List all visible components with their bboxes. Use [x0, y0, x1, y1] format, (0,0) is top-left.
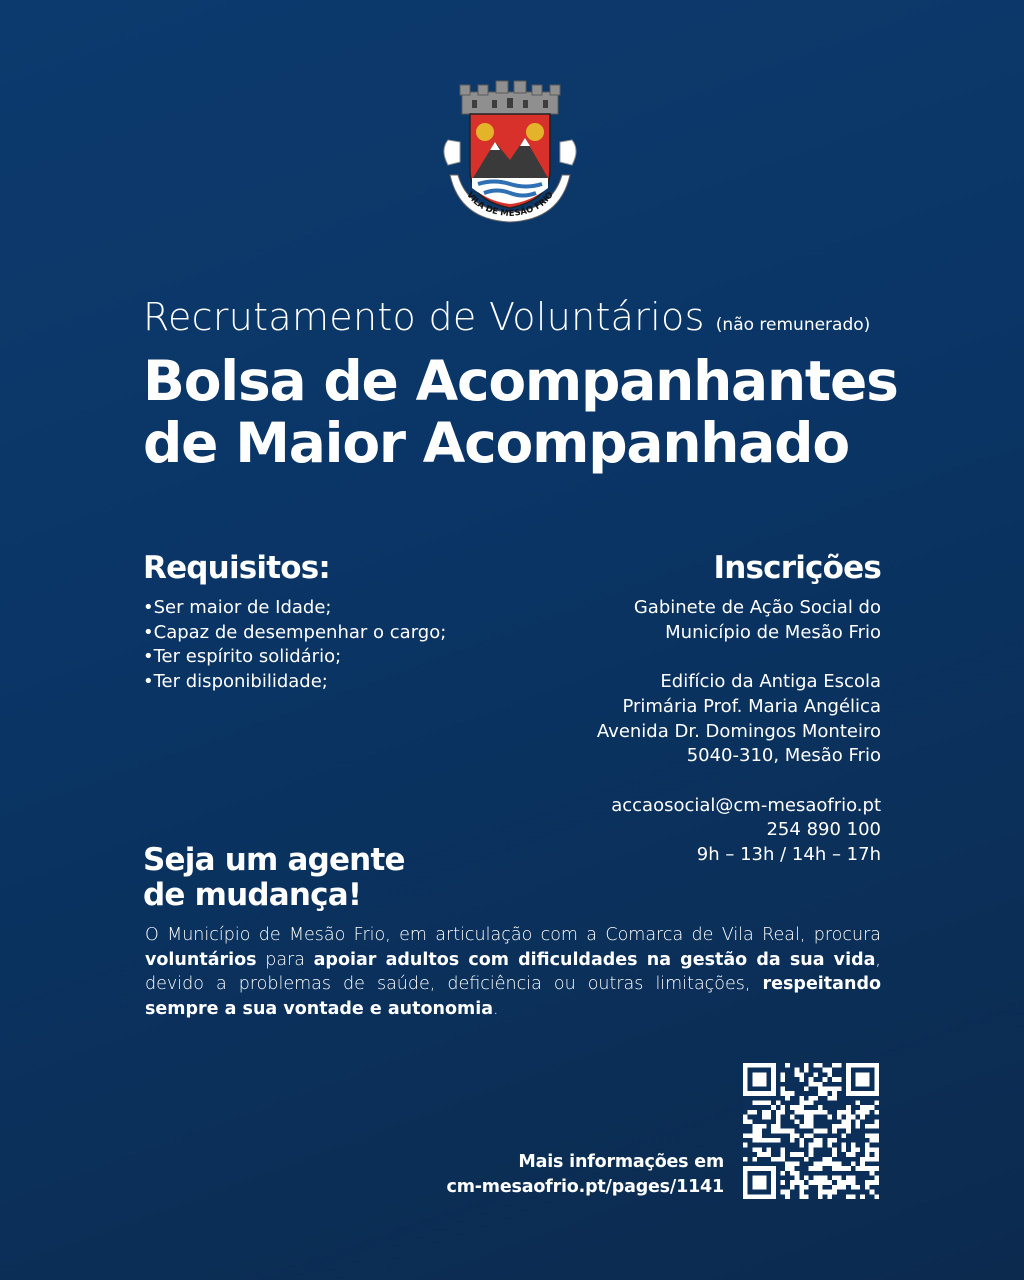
- requirements-list: [143, 596, 446, 695]
- requirement-item: • Capaz de desempenhar o cargo;: [143, 621, 446, 646]
- requirement-item: • Ter espírito solidário;: [143, 645, 446, 670]
- qr-code[interactable]: [743, 1063, 879, 1199]
- agent-heading-line-2: de mudança!: [143, 877, 362, 913]
- paragraph-bold: respeitando sempre a sua vontade e autonomia: [145, 974, 881, 1020]
- paragraph-bold: apoiar adultos com dificuldades na gestão da sua vida: [313, 949, 876, 970]
- requirements-heading: Requisitos:: [143, 550, 331, 586]
- subtitle: Recrutamento de Voluntários: [143, 295, 705, 339]
- title-line-1: Bolsa de Acompanhantes: [143, 349, 898, 413]
- address-line: Primária Prof. Maria Angélica: [622, 695, 881, 717]
- description-paragraph: [145, 923, 881, 1022]
- title-line-2: de Maior Acompanhado: [143, 411, 849, 475]
- paragraph-bold: voluntários: [145, 949, 257, 970]
- agent-heading: [143, 843, 405, 913]
- more-info-label: Mais informações em: [518, 1152, 724, 1172]
- address-line: Avenida Dr. Domingos Monteiro: [596, 720, 881, 742]
- registration-info: [461, 596, 881, 868]
- address-line: 5040-310, Mesão Frio: [686, 745, 881, 767]
- subtitle-line: [143, 295, 870, 339]
- phone-number[interactable]: 254 890 100: [766, 819, 881, 841]
- paragraph-text: .: [493, 999, 499, 1020]
- more-info: [447, 1150, 724, 1200]
- opening-hours: 9h – 13h / 14h – 17h: [696, 844, 881, 865]
- paragraph-text: O Município de Mesão Frio, em articulação com a Comarca de Vila Real, procura: [145, 925, 881, 945]
- requirement-item: • Ser maior de Idade;: [143, 596, 446, 621]
- office-line: Município de Mesão Frio: [665, 621, 881, 643]
- subtitle-note: (não remunerado): [715, 315, 871, 335]
- agent-heading-line-1: Seja um agente: [143, 842, 405, 878]
- registration-heading: Inscrições: [713, 550, 881, 586]
- more-info-link[interactable]: cm-mesaofrio.pt/pages/1141: [446, 1177, 724, 1197]
- office-line: Gabinete de Ação Social do: [633, 597, 881, 618]
- email-link[interactable]: accaosocial@cm-mesaofrio.pt: [611, 794, 881, 816]
- crest-motto: VILA DE MESÃO FRIO: [464, 190, 556, 220]
- municipal-crest-logo: [440, 80, 580, 225]
- requirement-item: • Ter disponibilidade;: [143, 670, 446, 695]
- paragraph-text: , devido a problemas de saúde, deficiência ou outras limitações,: [145, 949, 881, 995]
- address-line: Edifício da Antiga Escola: [660, 671, 881, 693]
- paragraph-text: para: [256, 949, 314, 970]
- main-title: [143, 350, 903, 474]
